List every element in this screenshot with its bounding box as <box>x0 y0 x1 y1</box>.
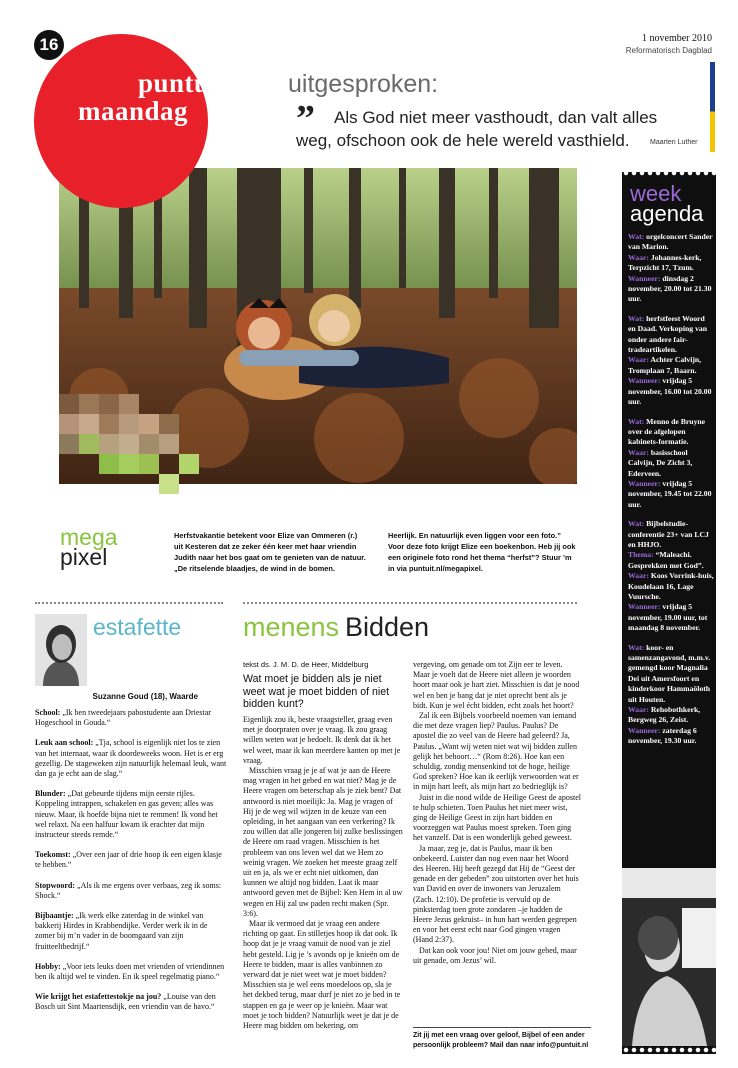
publication-name: Reformatorisch Dagblad <box>625 46 712 55</box>
menens-title-b: Bidden <box>345 612 430 642</box>
megapixel-caption-left: Herfstvakantie betekent voor Elize van Ommeren (r.) uit Kesteren dat ze zeker één keer met haar vriendin Judith naar het bos gaat om te genieten van de natuur. „De ritselende blaadjes, de wind in de bomen. <box>174 531 366 573</box>
megapixel-title-b: pixel <box>60 544 108 570</box>
list-item: Blunder: „Dat gebeurde tijdens mijn eerste rijles. Koppeling intrappen, schakelen en gas geven; alles was nieuw. Maar, ik hoefde bijna niet te remmen! Ik vond het wel relaxt. Na een halfuur kwam ik erachter dat mijn instructeur steeds remde.“ <box>35 789 218 840</box>
estafette-body <box>35 708 227 1023</box>
list-item: Hobby: „Voor iets leuks doen met vrienden of vriendinnen ben ik altijd wel te vinden. En ik speel regelmatig piano.“ <box>35 961 225 982</box>
quote-text: Als God niet meer vasthoudt, dan valt alles weg, ofschoon ook de hele wereld vasthield. <box>296 108 658 150</box>
divider <box>243 602 577 604</box>
paragraph: Misschien vraag je je af wat je aan de Heere mag vragen in het gebed en wat niet? Mag je de Heere vragen om beterschap als je ziek bent? Dat antwoord is niet moeilijk: Ja. Mag je vragen of Hij je de weg wil wijzen in de keuze van een opleiding, in het aangaan van een verkering? Ik zou willen dat alle jongeren bij zulke beslissingen de Heere om raad vragen. Misschien is het probleem van ons leven wel dat we Hem zo weinig vragen. We zoeken het meeste graag zelf uit en ja, als we er echt niet uitkomen, dan kunnen we altijd nog bidden. Laat ik maar antwoord geven met de Bijbel: Ken Hem in al uw wegen en Hij zal uw paden recht maken (Spr. 3:6). <box>243 766 403 918</box>
menens-title-a: menens <box>243 612 340 642</box>
portrait-photo <box>35 614 87 686</box>
paragraph: Ja maar, zeg je, dat is Paulus, maar ik ben onbekeerd. Luister dan nog even naar het Woord des Heeren. Hij heeft gezegd dat Hij de “Geest der genade en der gebeden” zou uitstorten over het huis van David en over de inwoners van Jeruzalem (Zach. 12:10). De profetie is vervuld op de pinksterdag toen grote zondaren –je hadden de Heere Jezus gekruist– in hun hart werden gegrepen en voor het eerst echt naar God gingen vragen (Hand 2:37). <box>413 843 579 945</box>
agenda-item: Wat: koor- en samenzangavond, m.m.v. gemengd koor Magnalia Dei uit Amersfoort en kinderkoor Hammaöloth uit Houten. Waar: Rehobothkerk, Bergweg 26, Zeist. Wanneer: zaterdag 6 november, 19.30 uur. <box>628 642 711 746</box>
paragraph: Zal ik een Bijbels voorbeeld noemen van iemand die met deze vragen liep? Paulus. Paulus? De apostel die zo veel van de Heere had geleerd? Ja, Paulus. „Want wij weten niet wat wij bidden zullen gelijk het behoort…“ (Rom 8:26). Hoe kan een schuldig, zondig mensenkind tot de hoge, heilige God spreken? Hoe kan ik eerlijk verwoorden wat er in mijn hart leeft, als mijn hart zo bedrieglijk is? <box>413 711 579 792</box>
issue-date: 1 november 2010 <box>642 33 712 44</box>
agenda-item: Wat: Bijbelstudie-conferentie 23+ van LCJ en HHJO. Thema: “Maleachi. Gesprekken met God”. Waar: Koos Vorrink-huis, Koudelaan 16, Lage Vuursche. Wanneer: vrijdag 5 november, 19.00 uur, tot maandag 8 november. <box>628 519 714 633</box>
agenda-list <box>628 232 714 756</box>
agenda-title-a: week <box>630 181 682 206</box>
article-column-2 <box>413 660 581 966</box>
agenda-title-b: agenda <box>630 201 704 226</box>
list-item: Stopwoord: „Als ik me ergens over verbaas, zeg ik soms: Shock.“ <box>35 880 222 900</box>
page-number: 16 <box>34 30 64 60</box>
quote-heading: uitgesproken: <box>288 70 439 98</box>
quote-mark-icon: ” <box>296 98 315 140</box>
paragraph: Eigenlijk zou ik, beste vraagsteller, graag even met je doorpraten over je vraag. Ik zou graag willen weten wat je bedoelt. Ik denk dat ik het wel weet, maar ik kan meerdere kanten op met je vraag. <box>243 715 401 765</box>
list-item: Leuk aan school: „Tja, school is eigenlijk niet los te zien van het internaat, waar ik doordeweeks woon. Het is er erg gezellig. De stageweken zijn natuurlijk helemaal leuk, want dan ga je echt aan de slag.“ <box>35 738 227 779</box>
quote-author: Maarten Luther <box>650 139 698 146</box>
footer-note: Zit jij met een vraag over geloof, Bijbel of een ander persoonlijk probleem? Mail dan naar info@puntuit.nl <box>413 1027 591 1051</box>
paragraph: Dat kan ook voor jou! Niet om jouw gebed, maar uit genade, om Jezus’ wil. <box>413 945 577 965</box>
list-item: Bijbaantje: „Ik werk elke zaterdag in de winkel van bakkerij Hirdes in Krabbendijke. Verder werk ik in de zomer bij m’n vader in de boomgaard van zijn fruitteeltbedrijf.“ <box>35 911 208 951</box>
estafette-name: Suzanne Goud (18), Waarde <box>92 692 198 701</box>
list-item: Toekomst: „Over een jaar of drie hoop ik een eigen klasje te hebben.“ <box>35 850 222 870</box>
megapixel-caption-right: Heerlijk. En natuurlijk even liggen voor een foto.” Voor deze foto krijgt Elize een boekenbon. Heb jij ook een originele foto rond het thema “herfst”? Stuur ’m in via puntuit.nl/megapixel. <box>388 531 576 573</box>
pixelated-block <box>59 394 209 494</box>
agenda-photo <box>622 868 716 1046</box>
brand-line2: maandag <box>78 96 189 126</box>
agenda-item: Wat: orgelconcert Sander van Marion. Waar: Johannes-kerk, Terpzicht 17, Tzum. Wanneer: dinsdag 2 november, 20.00 tot 21.30 uur. <box>628 232 713 304</box>
agenda-item: Wat: herfstfeest Woord en Daad. Verkoping van onder andere fair-tradeartikelen. Waar: Achter Calvijn, Tromplaan 7, Baarn. Wanneer: vrijdag 5 november, 16.00 tot 20.00 uur. <box>628 313 712 407</box>
paragraph: Juist in die nood wilde de Heilige Geest de apostel te hulp schieten. Toen Paulus het niet meer wist, ging de Heilige Geest in zijn hart bidden en voorzeggen wat Paulus moest spreken. Toen ging het vanzelf. Dat is een wonderlijk gebed geweest. <box>413 792 581 843</box>
list-item: School: „Ik ben tweedejaars pabostudente aan Driestar Hogeschool in Gouda.“ <box>35 708 211 728</box>
menens-question: Wat moet je bidden als je niet weet wat je moet bidden of niet bidden kunt? <box>243 673 390 711</box>
paragraph: Maar ik vermoed dat je vraag een andere richting op gaat. En stilletjes hoop ik dat ook. Ik hoop dat je je vraag vanuit de nood van je ziel hebt gesteld. Lig je ’s avonds op je knieën om de Heere te bidden, maar is alles vanbinnen zo verward dat je niet weet wat je moet bidden? Misschien sta je wel eens moedeloos op, sla je het dekbed terug, maar durf je niet zo je bed in te stappen en ga je weer op je knieën. Maar wat moet je toch bidden? Natuurlijk weet je dat je de Heere mag bidden om bekering, om <box>243 919 401 1031</box>
list-item: Wie krijgt het estafettestokje na jou? „Louise van den Bosch uit Sint Maartensdijk, een vriendin van de havo.“ <box>35 992 216 1012</box>
article-column-1 <box>243 715 403 1031</box>
agenda-perforation <box>622 168 716 178</box>
flag-bar <box>710 62 715 152</box>
byline: tekst ds. J. M. D. de Heer, Middelburg <box>243 660 369 669</box>
estafette-title: estafette <box>93 614 182 640</box>
agenda-perforation <box>622 1046 716 1054</box>
paragraph: vergeving, om genade om tot Zijn eer te leven. Maar je voelt dat de Heere niet alleen je woorden hoort maar ook je hart ziet. Misschien is dat je nood wel en ben je bang dat je niet oprecht bent als je bidt. Kun je wel écht bidden, echt zoals het hoort? <box>413 660 580 710</box>
megapixel-title-a: mega <box>60 524 118 550</box>
date-block <box>626 33 712 57</box>
brand-line1: puntuit <box>138 68 228 98</box>
divider <box>35 602 223 604</box>
agenda-item: Wat: Menno de Bruyne over de afgelopen kabinets-formatie. Waar: basisschool Calvijn, De Zicht 3, Ederveen. Wanneer: vrijdag 5 november, 19.45 tot 22.00 uur. <box>628 416 712 509</box>
